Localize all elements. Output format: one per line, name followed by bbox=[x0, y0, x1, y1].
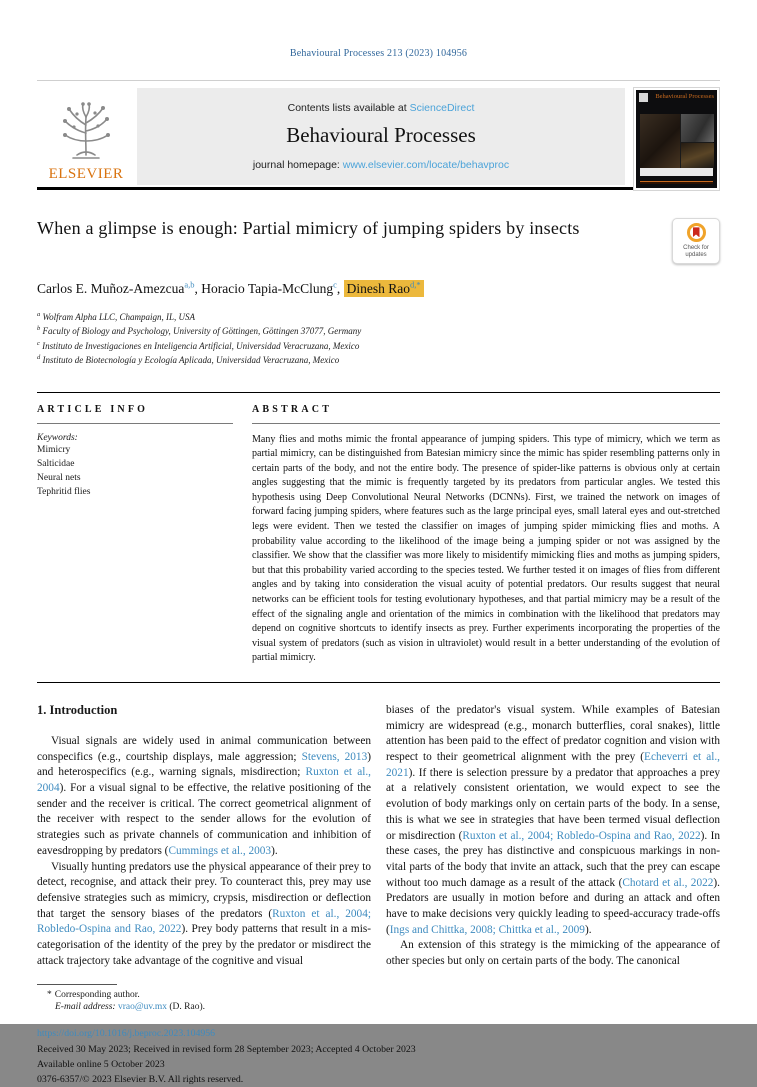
issn-copyright: 0376-6357/© 2023 Elsevier B.V. All rights reserved. bbox=[37, 1074, 244, 1086]
keyword: Neural nets bbox=[37, 473, 81, 483]
affiliation: $^a$ Wolfram Alpha LLC, Champaign, IL, USA bbox=[37, 310, 196, 322]
author-name: Horacio Tapia-McClung bbox=[201, 280, 334, 296]
corresponding-author-line: * Corresponding author. bbox=[47, 989, 140, 1000]
elsevier-tree-icon bbox=[55, 101, 117, 165]
cover-publisher-mark bbox=[639, 93, 648, 102]
citation-link[interactable]: Ings and Chittka, 2008; Chittka et al., 2009 bbox=[389, 923, 585, 936]
author bbox=[201, 281, 343, 296]
journal-header bbox=[37, 88, 720, 185]
journal-cover-thumbnail[interactable] bbox=[633, 87, 720, 191]
cover-photo-collage bbox=[640, 114, 713, 170]
author-separator: , bbox=[194, 280, 202, 296]
author-affiliation-sup[interactable]: c bbox=[333, 279, 337, 289]
cover-photo bbox=[640, 114, 680, 170]
email-suffix: (D. Rao). bbox=[167, 1001, 206, 1012]
elsevier-logo[interactable] bbox=[37, 88, 135, 185]
check-updates-label: Check for updates bbox=[683, 244, 709, 258]
body-left-column bbox=[37, 700, 371, 970]
affiliation: $^b$ Faculty of Biology and Psychology, University of Göttingen, Göttingen 37077, Germany bbox=[37, 325, 362, 336]
article-info-heading: ARTICLE INFO bbox=[37, 403, 149, 415]
article-info-column bbox=[37, 404, 233, 667]
sciencedirect-link[interactable]: ScienceDirect bbox=[409, 102, 475, 114]
received-dates: Received 30 May 2023; Received in revised form 28 September 2023; Accepted 4 October 2023 bbox=[37, 1043, 416, 1055]
email-label: E-mail address: bbox=[55, 1001, 116, 1012]
section-heading: 1. Introduction bbox=[37, 703, 118, 717]
email-link[interactable]: vrao@uv.mx bbox=[117, 1001, 168, 1012]
journal-cover-art bbox=[636, 90, 717, 188]
article-info-abstract-block bbox=[37, 392, 720, 684]
author-affiliation-sup[interactable]: d,* bbox=[410, 279, 421, 289]
homepage-url-link[interactable]: www.elsevier.com/locate/behavproc bbox=[342, 159, 510, 171]
body-paragraph: Visually hunting predators use the physical appearance of their prey to detect, recognise, and attack their prey. To counteract this, prey may use defensive strategies such as mimicry, crypsis, misdirection or deflection that target the sensory biases of the predators (Ruxton et al., 2004; Robledo-Ospina and Rao, 2022). Prey body patterns that result in a mis-categorisation of the identity of the prey by the predator or misdirect the attack trajectory take advantage of the cognitive and visual bbox=[37, 860, 371, 967]
journal-citation-link[interactable]: Behavioural Processes 213 (2023) 104956 bbox=[289, 48, 468, 59]
divider bbox=[252, 423, 720, 424]
body-paragraph: biases of the predator's visual system. While examples of Batesian mimicry are widespread (e.g., monarch butterflies, coral snakes), little attention has been paid to the effect of predator cognition and vision with respect to their geometrical alignment with the prey (Echeverri et al., 2021). If there is selection pressure by a predator that approaches a prey at a relatively consistent orientation, we would expect to see the evolution of body markings only on certain parts of the body. In a sense, this is what we see in strategies that have been termed visual deflection or misdirection (Ruxton et al., 2004; Robledo-Ospina and Rao, 2022). In these cases, the prey has distinctive and conspicuous markings in non-vital parts of the body that invite an attack, such that the prey can escape without too much damage as a result of the attack (Chotard et al., 2022). Predators are usually in motion before and during an attack and often have to make decisions very quickly leading to speed-accuracy trade-offs (Ings and Chittka, 2008; Chittka et al., 2009). bbox=[386, 704, 721, 936]
body-paragraph: An extension of this strategy is the mimicking of the appearance of other species but only on certain parts of the body. The canonical bbox=[386, 939, 720, 967]
body-right-column bbox=[386, 700, 720, 970]
homepage-line bbox=[253, 159, 509, 171]
footnote-divider bbox=[37, 984, 117, 985]
keyword: Tephritid flies bbox=[37, 487, 91, 498]
citation-link[interactable]: Stevens, 2013 bbox=[301, 750, 368, 763]
author-affiliation-sup[interactable]: a,b bbox=[184, 279, 195, 289]
article-footer bbox=[37, 1028, 720, 1087]
cover-footline bbox=[640, 181, 713, 184]
journal-title: Behavioural Processes bbox=[286, 123, 476, 147]
body-paragraph: Visual signals are widely used in animal communication between conspecifics (e.g., courtship displays, male aggression; Stevens, 2013) and heterospecifics (e.g., warning signals, misdirection; Ruxton et al., 2004). For a visual signal to be effective, the relative positioning of the sender and the receiver is critical. The correct geometrical alignment of the receiver with respect to the sender allows for the evolution of strategies such as private channels of communication and inhibition of eavesdropping by predators (Cummings et al., 2003). bbox=[37, 735, 371, 857]
journal-masthead bbox=[137, 88, 625, 185]
abstract-column bbox=[252, 404, 720, 667]
keyword: Mimicry bbox=[37, 444, 71, 455]
elsevier-wordmark: ELSEVIER bbox=[48, 166, 124, 182]
keyword: Salticidae bbox=[37, 458, 75, 469]
check-for-updates-button[interactable] bbox=[672, 218, 720, 264]
author-name: Dinesh Rao bbox=[346, 280, 411, 296]
cover-strip bbox=[640, 168, 713, 176]
homepage-label: journal homepage: bbox=[252, 159, 343, 171]
citation-link[interactable]: Chotard et al., 2022 bbox=[622, 876, 714, 889]
author-list bbox=[37, 279, 720, 297]
citation-link[interactable]: Ruxton et al., 2004 bbox=[37, 766, 371, 795]
doi-link[interactable]: https://doi.org/10.1016/j.beproc.2023.104956 bbox=[37, 1027, 216, 1039]
keywords-label: Keywords: bbox=[37, 432, 78, 443]
cover-photo bbox=[681, 114, 714, 142]
article-body bbox=[37, 700, 720, 970]
author-name: Carlos E. Muñoz-Amezcua bbox=[37, 280, 185, 296]
affiliation: $^c$ Instituto de Investigaciones en Inteligencia Artificial, Universidad Veracruzana, Mexico bbox=[37, 339, 360, 351]
affiliation-list bbox=[37, 310, 720, 368]
citation-link[interactable]: Ruxton et al., 2004; Robledo-Ospina and Rao, 2022 bbox=[37, 907, 371, 936]
contents-lists-text: Contents lists available at bbox=[287, 102, 410, 114]
author-highlighted bbox=[344, 280, 424, 297]
crossmark-icon bbox=[687, 223, 706, 242]
affiliation: $^d$ Instituto de Biotecnología y Ecología Aplicada, Universidad Veracruzana, Mexico bbox=[37, 354, 340, 365]
author bbox=[37, 281, 201, 296]
available-online: Available online 5 October 2023 bbox=[37, 1058, 165, 1070]
author-separator: , bbox=[336, 280, 344, 296]
header-rule bbox=[37, 187, 720, 190]
divider bbox=[37, 423, 233, 424]
email-line bbox=[37, 1002, 720, 1012]
citation-link[interactable]: Cummings et al., 2003 bbox=[168, 844, 272, 857]
corresponding-author-footnote bbox=[37, 984, 720, 1012]
cover-photo bbox=[681, 143, 714, 171]
contents-lists-line bbox=[288, 102, 475, 114]
divider bbox=[37, 80, 720, 81]
citation-link[interactable]: Echeverri et al., 2021 bbox=[386, 751, 720, 779]
article-title: When a glimpse is enough: Partial mimicry of jumping spiders by insects bbox=[37, 218, 580, 238]
abstract-text: Many flies and moths mimic the frontal appearance of jumping spiders. This type of mimicry, which we term as partial mimicry, can be distinguished from Batesian mimicry since the mimic has spider resembling patterns only in certain parts of the body, and not the entire body. The presence of spider-like patterns is obvious only at certain angles suggesting that the mimic is frequently targeted by its predators from particular angles. We tested this hypothesis using Deep Convolutional Neural Networks (DCNNs). First, we trained the network on images of forward facing jumping spiders, where features such as the large principal eyes, small lateral eyes and out-stretched legs were evident. Then we tested the classifier on images of jumping spider mimicking flies and moths. A probability value according to the likelihood of the image being a jumping spider or not was assigned by the classifier. We show that the classifier was more likely to misidentify mimicking flies and moths as jumping spiders, but that this probability varied according to the species tested. We further tested it on images of flies from different angles and by taking into consideration the visual acuity of potential predators. Our results suggest that neural networks can be efficient tools for testing evolutionary hypotheses, and that partial mimicry may be a result of the effect of the signaling angle and orientation of the mimics in combination with the likelihood that predators may depend on cognitive shortcuts to identify insects as prey. Further experiments incorporating the properties of the visual system of predators (such as vision in ultraviolet) would result in a better understanding of the evolution of partial mimicry. bbox=[252, 433, 720, 664]
cover-journal-title: Behavioural Processes bbox=[655, 93, 714, 100]
abstract-heading: ABSTRACT bbox=[252, 403, 333, 415]
citation-link[interactable]: Ruxton et al., 2004; Robledo-Ospina and Rao, 2022 bbox=[462, 829, 701, 842]
